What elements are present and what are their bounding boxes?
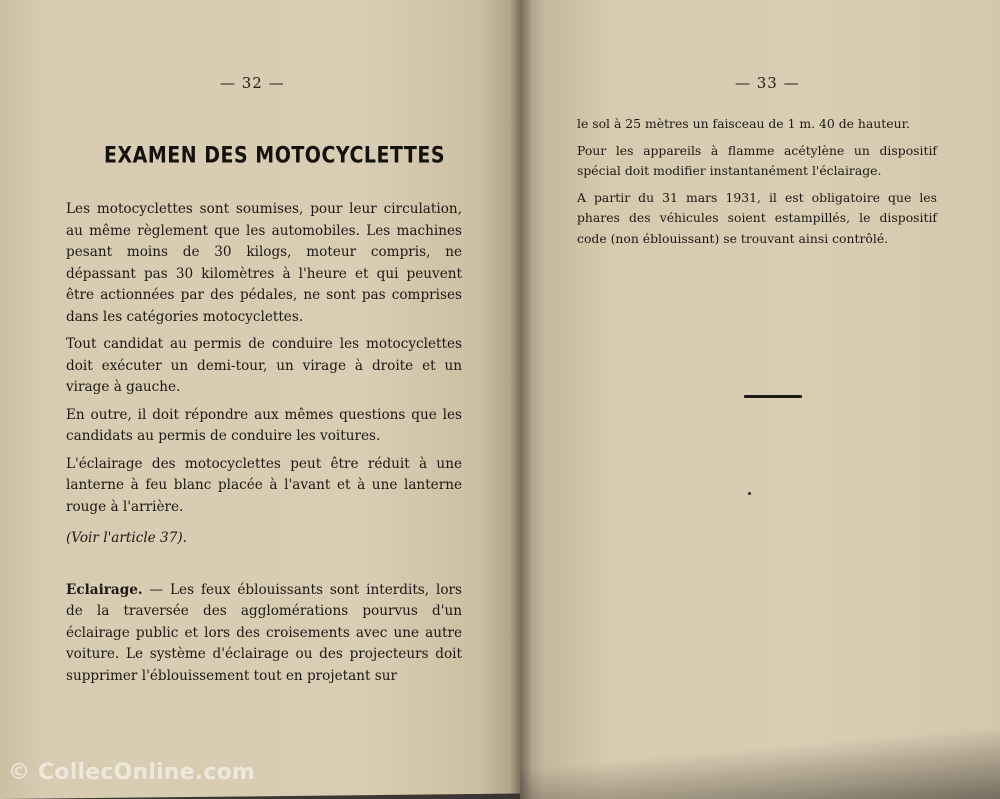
page-number-left: — 32 — [220, 74, 285, 92]
end-rule [744, 395, 802, 398]
section-lead: Eclairage. [66, 581, 143, 598]
paper-speck [748, 492, 751, 495]
section-text: — Les feux éblouissants sont interdits, lors de la traversée des agglomérations pourvus d'un éclairage public et lors des croisements avec une autre voiture. Le système d'éclairage ou des projecteurs doit supprimer l'éblouissement tout en projetant sur [66, 581, 462, 684]
article-reference-note: (Voir l'article 37). [66, 530, 187, 546]
watermark: © CollecOnline.com [8, 760, 256, 785]
right-page-body [577, 114, 937, 255]
page-shadow [520, 720, 1000, 799]
paragraph: A partir du 31 mars 1931, il est obligatoire que les phares des véhicules soient estampillés, le dispositif code (non éblouissant) se trouvant ainsi contrôlé. [577, 189, 937, 246]
paragraph: Pour les appareils à flamme acétylène un dispositif spécial doit modifier instantanément l'éclairage. [577, 142, 937, 178]
eclairage-section [66, 580, 462, 688]
page-number-right: — 33 — [735, 74, 800, 92]
paragraph: Les motocyclettes sont soumises, pour leur circulation, au même règlement que les automobiles. Les machines pesant moins de 30 kilogs, moteur compris, ne dépassant pas 30 kilomètres à l'heure et qui peuvent être actionnées par des pédales, ne sont pas comprises dans les catégories motocyclettes. [66, 201, 462, 325]
paragraph: Tout candidat au permis de conduire les motocyclettes doit exécuter un demi-tour, un virage à droite et un virage à gauche. [66, 336, 462, 395]
paragraph: le sol à 25 mètres un faisceau de 1 m. 40 de hauteur. [577, 116, 911, 131]
left-page-body [66, 199, 462, 693]
chapter-title: EXAMEN DES MOTOCYCLETTES [104, 143, 446, 169]
paragraph: En outre, il doit répondre aux mêmes questions que les candidats au permis de conduire les voitures. [66, 406, 462, 444]
book-gutter [510, 0, 532, 799]
paragraph: L'éclairage des motocyclettes peut être réduit à une lanterne à feu blanc placée à l'avant et à une lanterne rouge à l'arrière. [66, 455, 462, 515]
